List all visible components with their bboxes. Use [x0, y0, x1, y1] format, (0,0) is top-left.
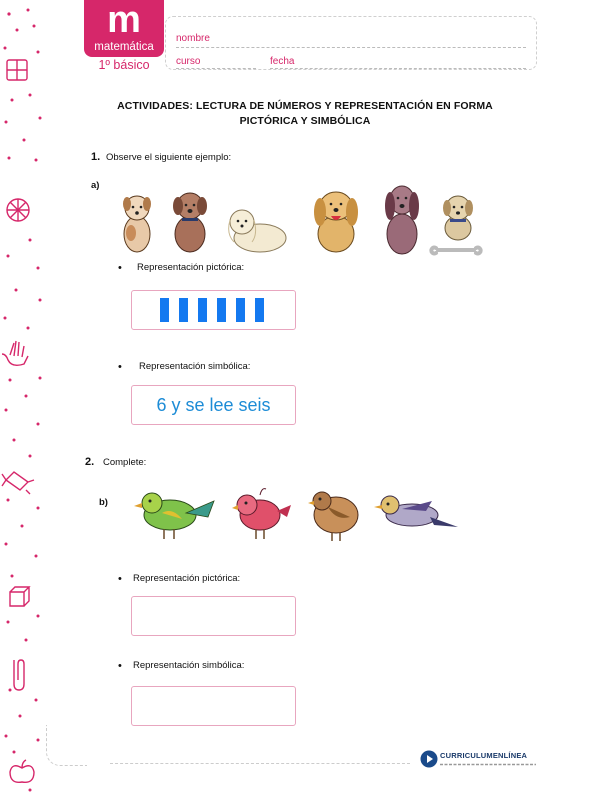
footer-brand: CURRICULUMENLÍNEA: [440, 751, 528, 760]
bird-flying-icon: [374, 496, 458, 527]
grade-label: 1º básico: [98, 58, 150, 72]
dog-shihtzu-icon: [229, 210, 286, 252]
page-title: ACTIVIDADES: LECTURA DE NÚMEROS Y REPRESENTACIÓN EN FORMA PICTÓRICA Y SIMBÓLICA: [117, 100, 493, 127]
question-2-text: Complete:: [103, 457, 147, 468]
q1-symbolic-label: Representación simbólica:: [139, 361, 251, 372]
footer-divider: [110, 763, 410, 764]
curso-label: curso: [176, 56, 201, 67]
matematica-logo: [84, 0, 164, 57]
question-2-sub-label: b): [99, 497, 108, 508]
logo-letter: m: [107, 0, 141, 41]
bird-green-icon: [134, 493, 214, 539]
play-circle-icon: [420, 750, 438, 768]
question-1-number: 1.: [91, 151, 101, 163]
q1-pictoric-box: [131, 290, 296, 330]
q1-symbolic-value: 6 y se lee seis: [156, 395, 271, 415]
dog-puppy-bone-icon: [431, 196, 480, 254]
question-1-text: Observe el siguiente ejemplo:: [106, 152, 232, 163]
q2-symbolic-answer-box[interactable]: [131, 686, 296, 726]
q1-pictoric-label: Representación pictórica:: [137, 262, 245, 273]
tally-mark: [217, 298, 226, 322]
fecha-label: fecha: [270, 56, 295, 67]
curso-line[interactable]: [176, 68, 256, 69]
logo-word: matemática: [94, 41, 154, 53]
tally-mark: [179, 298, 188, 322]
tally-mark: [198, 298, 207, 322]
q2-pictoric-label: Representación pictórica:: [133, 573, 241, 584]
bullet-icon: •: [118, 573, 122, 585]
dog-brown-sitting-icon: [173, 193, 207, 252]
q1-symbolic-box: [131, 385, 296, 425]
bullet-icon: •: [118, 262, 122, 274]
q2-symbolic-label: Representación simbólica:: [133, 660, 245, 671]
dog-golden-icon: [314, 192, 358, 252]
tally-mark: [160, 298, 169, 322]
bird-quail-icon: [308, 492, 358, 541]
dogs-illustration: [118, 178, 488, 260]
dog-terrier-icon: [123, 196, 151, 252]
nombre-line[interactable]: [176, 47, 526, 48]
curriculum-en-linea-logo: [420, 750, 540, 772]
dog-basset-icon: [385, 186, 419, 254]
footer-corner-decoration: [46, 725, 87, 766]
bird-pink-icon: [232, 489, 291, 539]
bullet-icon: •: [118, 660, 122, 672]
question-1-sub-label: a): [91, 180, 100, 191]
tally-mark: [255, 298, 264, 322]
bullet-icon: •: [118, 361, 122, 373]
birds-illustration: [132, 483, 462, 545]
tally-mark: [236, 298, 245, 322]
q2-pictoric-answer-box[interactable]: [131, 596, 296, 636]
student-info-box: [165, 16, 537, 70]
decorative-left-border: [0, 0, 50, 800]
nombre-label: nombre: [176, 33, 210, 44]
question-2-number: 2.: [85, 456, 95, 468]
fecha-line[interactable]: [270, 68, 526, 69]
footer-tagline-decoration: [440, 762, 536, 767]
